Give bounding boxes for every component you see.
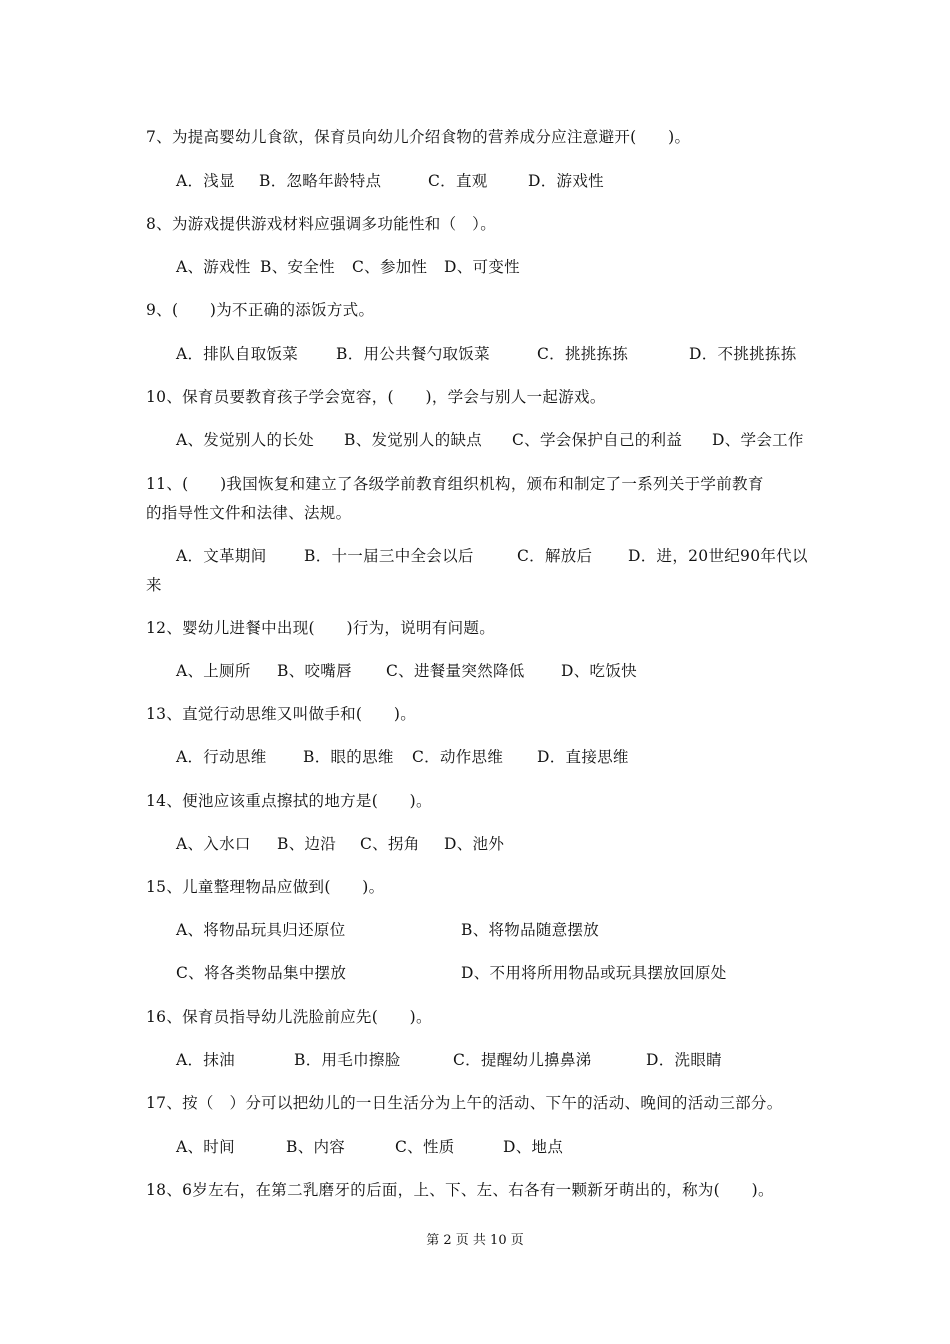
question-11: 11、( )我国恢复和建立了各级学前教育组织机构，颁布和制定了一系列关于学前教育 [146, 475, 764, 493]
question-16: 16、保育员指导幼儿洗脸前应先( )。 [146, 1008, 432, 1026]
question-13: 13、直觉行动思维又叫做手和( )。 [146, 705, 417, 723]
option-14c: C、拐角 [360, 835, 420, 853]
option-17d: D、地点 [503, 1138, 564, 1156]
option-8b: B、安全性 [260, 258, 335, 276]
option-10a: A、发觉别人的长处 [176, 431, 314, 449]
question-17: 17、按（ ）分可以把幼儿的一日生活分为上午的活动、下午的活动、晚间的活动三部分。 [146, 1094, 783, 1112]
option-10c: C、学会保护自己的利益 [512, 431, 683, 449]
option-13c: C．动作思维 [412, 748, 504, 766]
option-8a: A、游戏性 [176, 258, 251, 276]
question-9: 9、( )为不正确的添饭方式。 [146, 301, 375, 319]
option-17c: C、性质 [395, 1138, 455, 1156]
option-9c: C．挑挑拣拣 [537, 345, 629, 363]
question-11-continued: 的指导性文件和法律、法规。 [146, 504, 352, 522]
option-10b: B、发觉别人的缺点 [344, 431, 483, 449]
option-13b: B．眼的思维 [303, 748, 394, 766]
option-16b: B．用毛巾擦脸 [294, 1051, 401, 1069]
question-18: 18、6岁左右，在第二乳磨牙的后面，上、下、左、右各有一颗新牙萌出的，称为( )。 [146, 1181, 774, 1199]
question-7: 7、为提高婴幼儿食欲，保育员向幼儿介绍食物的营养成分应注意避开( )。 [146, 128, 691, 146]
question-14: 14、便池应该重点擦拭的地方是( )。 [146, 792, 432, 810]
question-8: 8、为游戏提供游戏材料应强调多功能性和（ ）。 [146, 215, 497, 233]
option-12c: C、进餐量突然降低 [386, 662, 525, 680]
option-17b: B、内容 [286, 1138, 346, 1156]
option-7c: C．直观 [428, 172, 488, 190]
option-13a: A．行动思维 [176, 748, 267, 766]
option-13d: D．直接思维 [537, 748, 629, 766]
option-11a: A．文革期间 [176, 547, 267, 565]
option-15c: C、将各类物品集中摆放 [176, 964, 347, 982]
option-16d: D．洗眼睛 [646, 1051, 722, 1069]
option-8d: D、可变性 [444, 258, 520, 276]
option-16a: A．抹油 [176, 1051, 235, 1069]
option-16c: C．提醒幼儿擤鼻涕 [453, 1051, 592, 1069]
option-14b: B、边沿 [277, 835, 337, 853]
option-17a: A、时间 [176, 1138, 235, 1156]
question-15: 15、儿童整理物品应做到( )。 [146, 878, 385, 896]
option-8c: C、参加性 [352, 258, 428, 276]
option-12a: A、上厕所 [176, 662, 251, 680]
option-14d: D、池外 [444, 835, 505, 853]
option-14a: A、入水口 [176, 835, 251, 853]
option-9b: B．用公共餐勺取饭菜 [336, 345, 490, 363]
option-11b: B．十一届三中全会以后 [304, 547, 474, 565]
option-7a: A．浅显 [176, 172, 235, 190]
option-7d: D．游戏性 [528, 172, 604, 190]
page-footer: 第 2 页 共 10 页 [426, 1233, 524, 1248]
option-11d-continued: 来 [146, 576, 162, 594]
option-11c: C．解放后 [517, 547, 593, 565]
option-11d: D．进，20世纪90年代以 [628, 547, 808, 565]
option-15d: D、不用将所用物品或玩具摆放回原处 [461, 964, 727, 982]
option-12b: B、咬嘴唇 [277, 662, 352, 680]
option-9d: D．不挑挑拣拣 [689, 345, 797, 363]
option-9a: A．排队自取饭菜 [176, 345, 299, 363]
option-15b: B、将物品随意摆放 [461, 921, 600, 939]
option-7b: B．忽略年龄特点 [259, 172, 382, 190]
option-15a: A、将物品玩具归还原位 [176, 921, 346, 939]
option-12d: D、吃饭快 [561, 662, 637, 680]
question-12: 12、婴幼儿进餐中出现( )行为，说明有问题。 [146, 619, 496, 637]
option-10d: D、学会工作 [712, 431, 804, 449]
question-10: 10、保育员要教育孩子学会宽容，( )，学会与别人一起游戏。 [146, 388, 606, 406]
